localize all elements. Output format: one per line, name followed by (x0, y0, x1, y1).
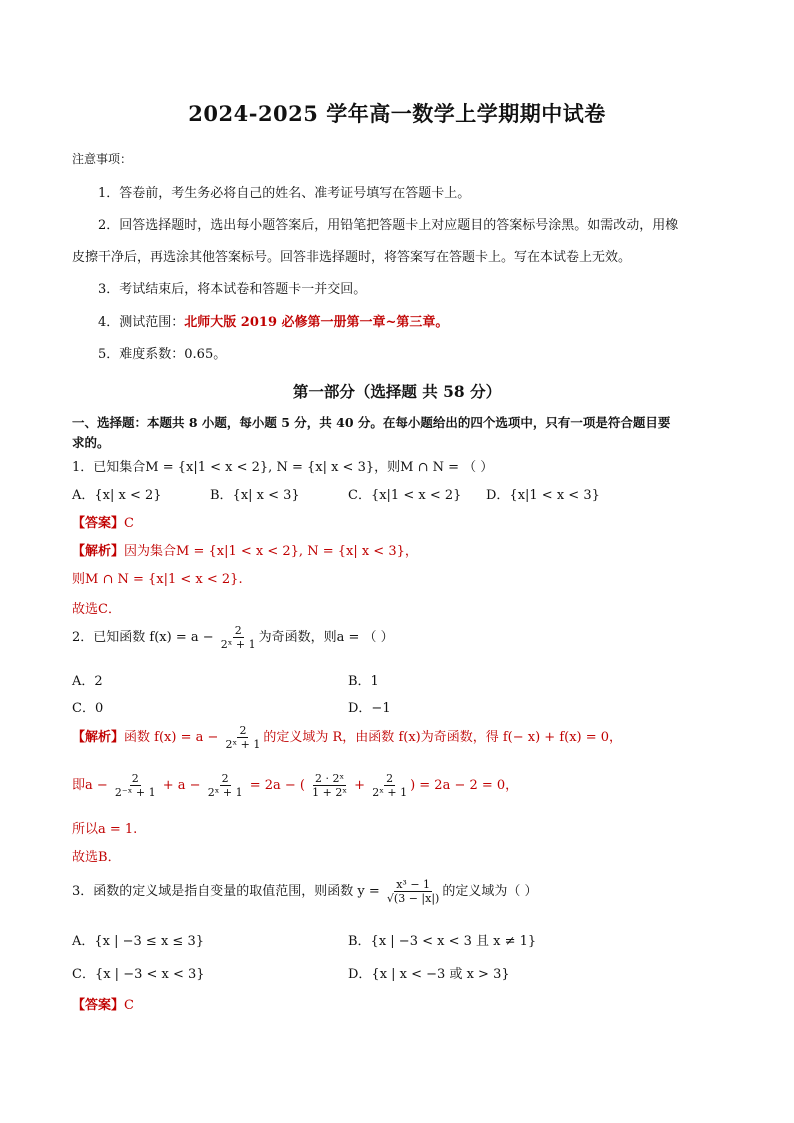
frac-den: 2⁻ˣ + 1 (114, 786, 156, 799)
q1-option-c: C．{x|1 < x < 2} (348, 488, 462, 503)
q2-line2-frac4 (370, 772, 409, 799)
page-title: 2024-2025 学年高一数学上学期期中试卷 (188, 101, 606, 126)
notice-scope (98, 311, 448, 330)
q2-fraction (219, 624, 258, 651)
frac-num: 2 (239, 724, 247, 737)
notice-item: 3．考试结束后，将本试卷和答题卡一并交回。 (98, 282, 367, 297)
frac-den: 2ˣ + 1 (207, 786, 243, 799)
q2-frac-num: 2 (234, 624, 242, 637)
q3-stem (72, 878, 537, 905)
q2-option-b: B．1 (348, 674, 379, 689)
q2-stem-prefix: 2．已知函数 f(x) = a − (72, 630, 214, 645)
q3-fraction (385, 878, 441, 905)
q3-answer (72, 994, 134, 1013)
notice-item: 皮擦干净后，再选涂其他答案标号。回答非选择题时，将答案写在答题卡上。写在本试卷上无效。 (72, 250, 632, 265)
frac-den: 2ˣ + 1 (225, 738, 261, 751)
conclusion-label: 故选 (72, 602, 99, 617)
q1-answer-value: C (124, 516, 134, 531)
q1-option-d: D．{x|1 < x < 3} (486, 488, 600, 503)
answer-label: 【答案】 (72, 516, 125, 531)
q2-line2-plus: + (354, 778, 366, 793)
q1-option-a: A．{x| x < 2} (72, 488, 162, 503)
q2-stem (72, 624, 394, 651)
q2-line2-mid2: = 2a − ( (249, 778, 305, 793)
q1-option-b: B．{x| x < 3} (210, 488, 300, 503)
frac-num: 2 (221, 772, 229, 785)
q2-line2-frac3 (310, 772, 349, 799)
q2-stem-suffix: 为奇函数，则a = （ ） (258, 630, 394, 645)
q1-conclusion (72, 598, 121, 617)
q2-line2-mid: + a − (162, 778, 201, 793)
q3-option-a: A．{x | −3 ≤ x ≤ 3} (72, 934, 204, 949)
q3-stem-suffix: 的定义域为（ ） (442, 884, 538, 899)
conclusion-label: 故选 (72, 850, 99, 865)
q3-option-c: C．{x | −3 < x < 3} (72, 967, 205, 982)
analysis-label: 【解析】 (72, 730, 125, 745)
q2-analysis (72, 724, 622, 751)
frac-num: 2 (131, 772, 139, 785)
section-intro: 一、选择题：本题共 8 小题，每小题 5 分，共 40 分。在每小题给出的四个选项中，只有一项是符合题目要 (72, 415, 671, 430)
q2-option-a: A．2 (72, 674, 103, 689)
q1-answer (72, 512, 134, 531)
q2-line2-frac2 (206, 772, 245, 799)
frac-den: √(3 − |x|) (386, 892, 440, 905)
frac-num: 2 (386, 772, 394, 785)
q2-conclusion (72, 846, 121, 865)
frac-num: 2 · 2ˣ (315, 772, 345, 785)
q2-analysis-suffix: 的定义域为 R，由函数 f(x)为奇函数，得 f(− x) + f(x) = 0， (263, 730, 623, 745)
analysis-label: 【解析】 (72, 544, 125, 559)
notice-scope-label: 4．测试范围： (98, 315, 185, 330)
notice-item: 2．回答选择题时，选出每小题答案后，用铅笔把答题卡上对应题目的答案标号涂黑。如需改动，用橡 (98, 218, 679, 233)
q2-option-c: C．0 (72, 701, 104, 716)
q3-answer-value: C (124, 998, 134, 1013)
q2-conclusion-value: B． (98, 850, 121, 865)
q1-analysis-line2: 则M ∩ N = {x|1 < x < 2}. (72, 572, 243, 587)
section-title: 第一部分（选择题 共 58 分） (292, 382, 502, 401)
notice-item: 1．答卷前，考生务必将自己的姓名、准考证号填写在答题卡上。 (98, 186, 471, 201)
q3-option-b: B．{x | −3 < x < 3 且 x ≠ 1} (348, 934, 537, 949)
frac-num: x³ − 1 (396, 878, 431, 891)
section-intro: 求的。 (72, 435, 110, 450)
q2-line2-prefix: 即a − (72, 778, 108, 793)
q3-option-d: D．{x | x < −3 或 x > 3} (348, 967, 510, 982)
notice-item: 5．难度系数：0.65。 (98, 347, 227, 362)
notice-scope-value: 北师大版 2019 必修第一册第一章~第三章。 (184, 315, 449, 330)
frac-den: 1 + 2ˣ (312, 786, 348, 799)
q2-analysis-fraction (224, 724, 263, 751)
q1-analysis (72, 540, 418, 559)
notice-heading: 注意事项： (72, 152, 133, 166)
q1-analysis-text: 因为集合M = {x|1 < x < 2}, N = {x| x < 3}， (124, 544, 418, 559)
q2-line2-end: ) = 2a − 2 = 0， (410, 778, 519, 793)
q1-stem: 1．已知集合M = {x|1 < x < 2}, N = {x| x < 3}，则M ∩ N = （ ） (72, 460, 494, 475)
frac-den: 2ˣ + 1 (372, 786, 408, 799)
q1-conclusion-value: C． (98, 602, 121, 617)
q2-analysis-prefix: 函数 f(x) = a − (124, 730, 219, 745)
q3-stem-prefix: 3．函数的定义域是指自变量的取值范围，则函数 y = (72, 884, 380, 899)
answer-label: 【答案】 (72, 998, 125, 1013)
q2-frac-den: 2ˣ + 1 (220, 638, 256, 651)
q2-option-d: D．−1 (348, 701, 391, 716)
q2-derivation (72, 772, 518, 799)
q2-line3: 所以a = 1. (72, 822, 138, 837)
q2-line2-frac1 (113, 772, 158, 799)
